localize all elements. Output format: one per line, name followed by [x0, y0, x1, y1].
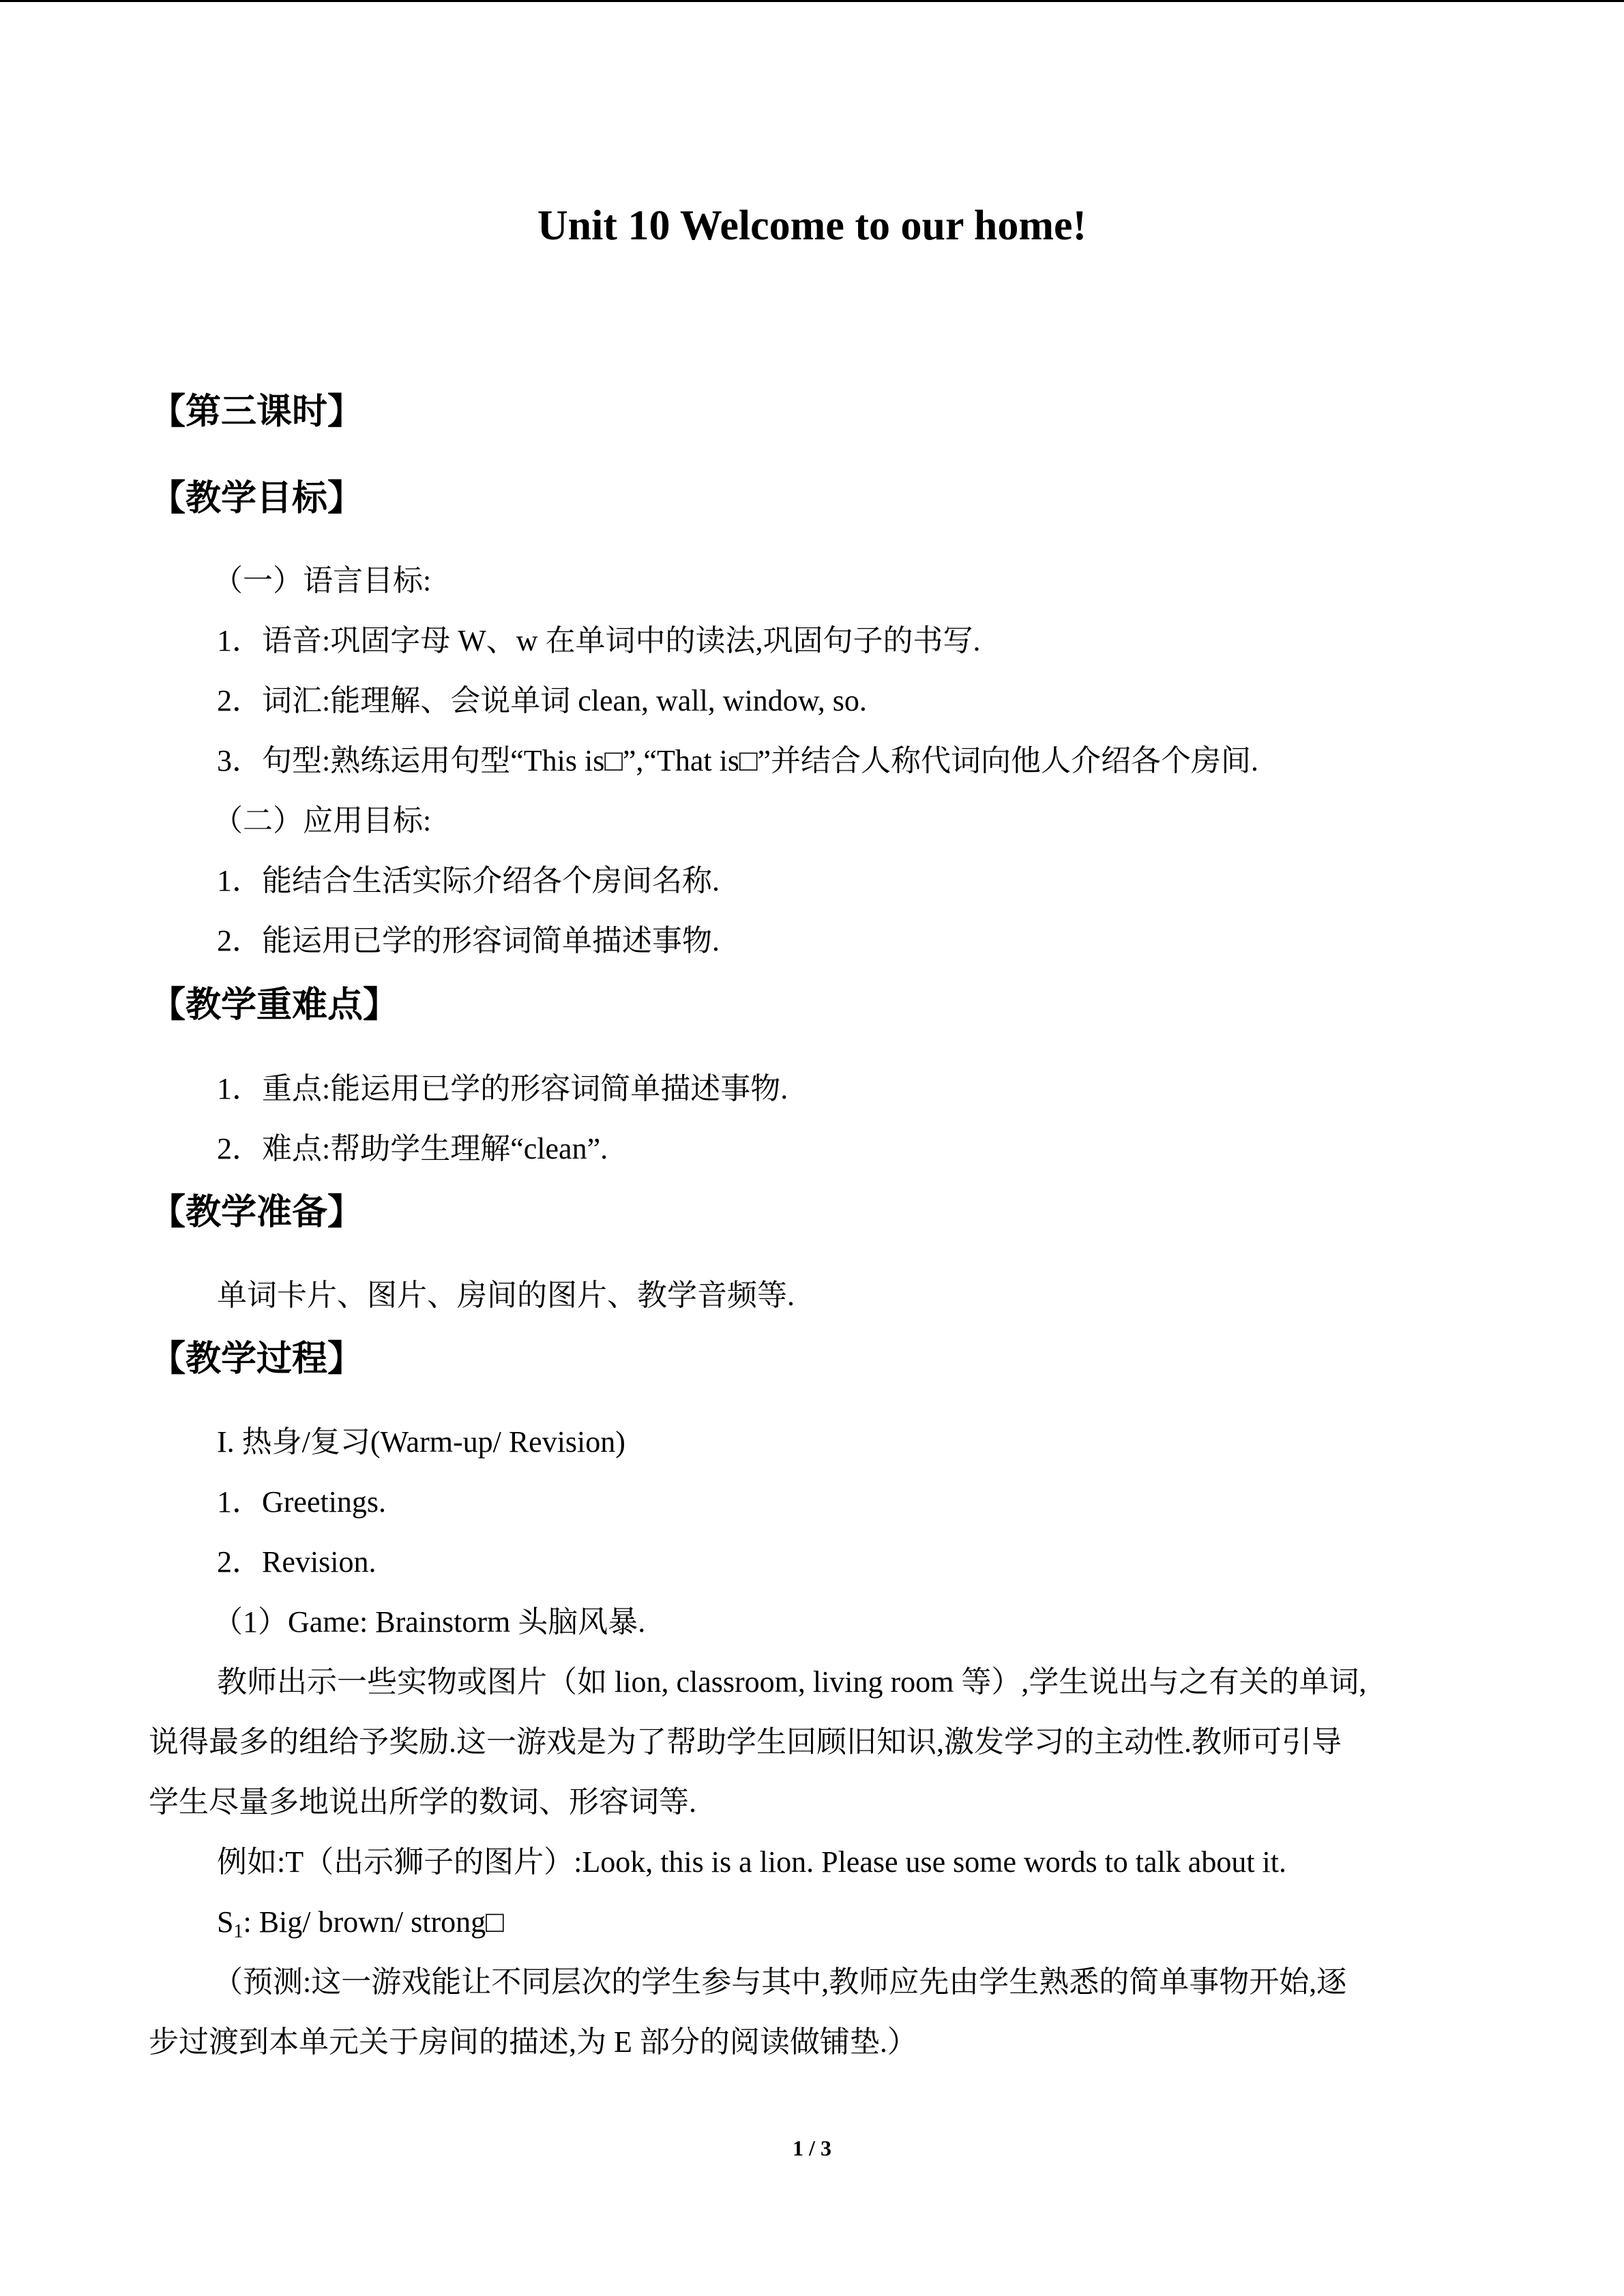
page-title: Unit 10 Welcome to our home!	[537, 203, 1087, 249]
process-item: 1．Greetings.	[217, 1485, 387, 1519]
objective-item: 3．句型:熟练运用句型“This is□”,“That is□”并结合人称代词向他人介绍各个房间.	[217, 744, 1259, 777]
objective-item: 2．能运用已学的形容词简单描述事物.	[217, 924, 720, 957]
student-label: S	[217, 1905, 234, 1939]
key-point-item: 2．难点:帮助学生理解“clean”.	[217, 1132, 608, 1165]
student-subscript: 1	[233, 1921, 243, 1942]
paragraph-line: 教师出示一些实物或图片（如 lion, classroom, living room 等）,学生说出与之有关的单词,	[217, 1665, 1367, 1699]
objective-item: 1．语音:巩固字母 W、w 在单词中的读法,巩固句子的书写.	[217, 624, 981, 657]
game-heading: （1）Game: Brainstorm 头脑风暴.	[213, 1605, 646, 1639]
process-step-heading: I. 热身/复习(Warm-up/ Revision)	[217, 1425, 625, 1459]
process-item: 2．Revision.	[217, 1545, 377, 1579]
paragraph-line: 学生尽量多地说出所学的数词、形容词等.	[149, 1785, 696, 1819]
paragraph-line: 说得最多的组给予奖励.这一游戏是为了帮助学生回顾旧知识,激发学习的主动性.教师可引导	[149, 1725, 1342, 1759]
prediction-line: 步过渡到本单元关于房间的描述,为 E 部分的阅读做铺垫.）	[149, 2025, 917, 2059]
process-heading: 【教学过程】	[150, 1339, 364, 1380]
objective-item: 1．能结合生活实际介绍各个房间名称.	[217, 864, 720, 897]
application-objective-heading: （二）应用目标:	[213, 804, 432, 837]
objective-item: 2．词汇:能理解、会说单词 clean, wall, window, so.	[217, 684, 867, 717]
language-objective-heading: （一）语言目标:	[213, 564, 432, 597]
prediction-line: （预测:这一游戏能让不同层次的学生参与其中,教师应先由学生熟悉的简单事物开始,逐	[213, 1965, 1347, 1999]
page-top-border	[0, 0, 1624, 2]
key-points-heading: 【教学重难点】	[150, 985, 399, 1026]
page-number: 1 / 3	[793, 2136, 831, 2160]
preparation-heading: 【教学准备】	[150, 1192, 364, 1233]
key-point-item: 1．重点:能运用已学的形容词简单描述事物.	[217, 1072, 788, 1105]
example-dialogue: 例如:T（出示狮子的图片）:Look, this is a lion. Please use some words to talk about it.	[217, 1845, 1286, 1879]
objectives-heading: 【教学目标】	[150, 478, 364, 519]
preparation-text: 单词卡片、图片、房间的图片、教学音频等.	[217, 1279, 795, 1312]
student-response-text: : Big/ brown/ strong□	[243, 1905, 504, 1939]
lesson-heading: 【第三课时】	[150, 391, 364, 432]
student-response	[217, 1907, 504, 1941]
